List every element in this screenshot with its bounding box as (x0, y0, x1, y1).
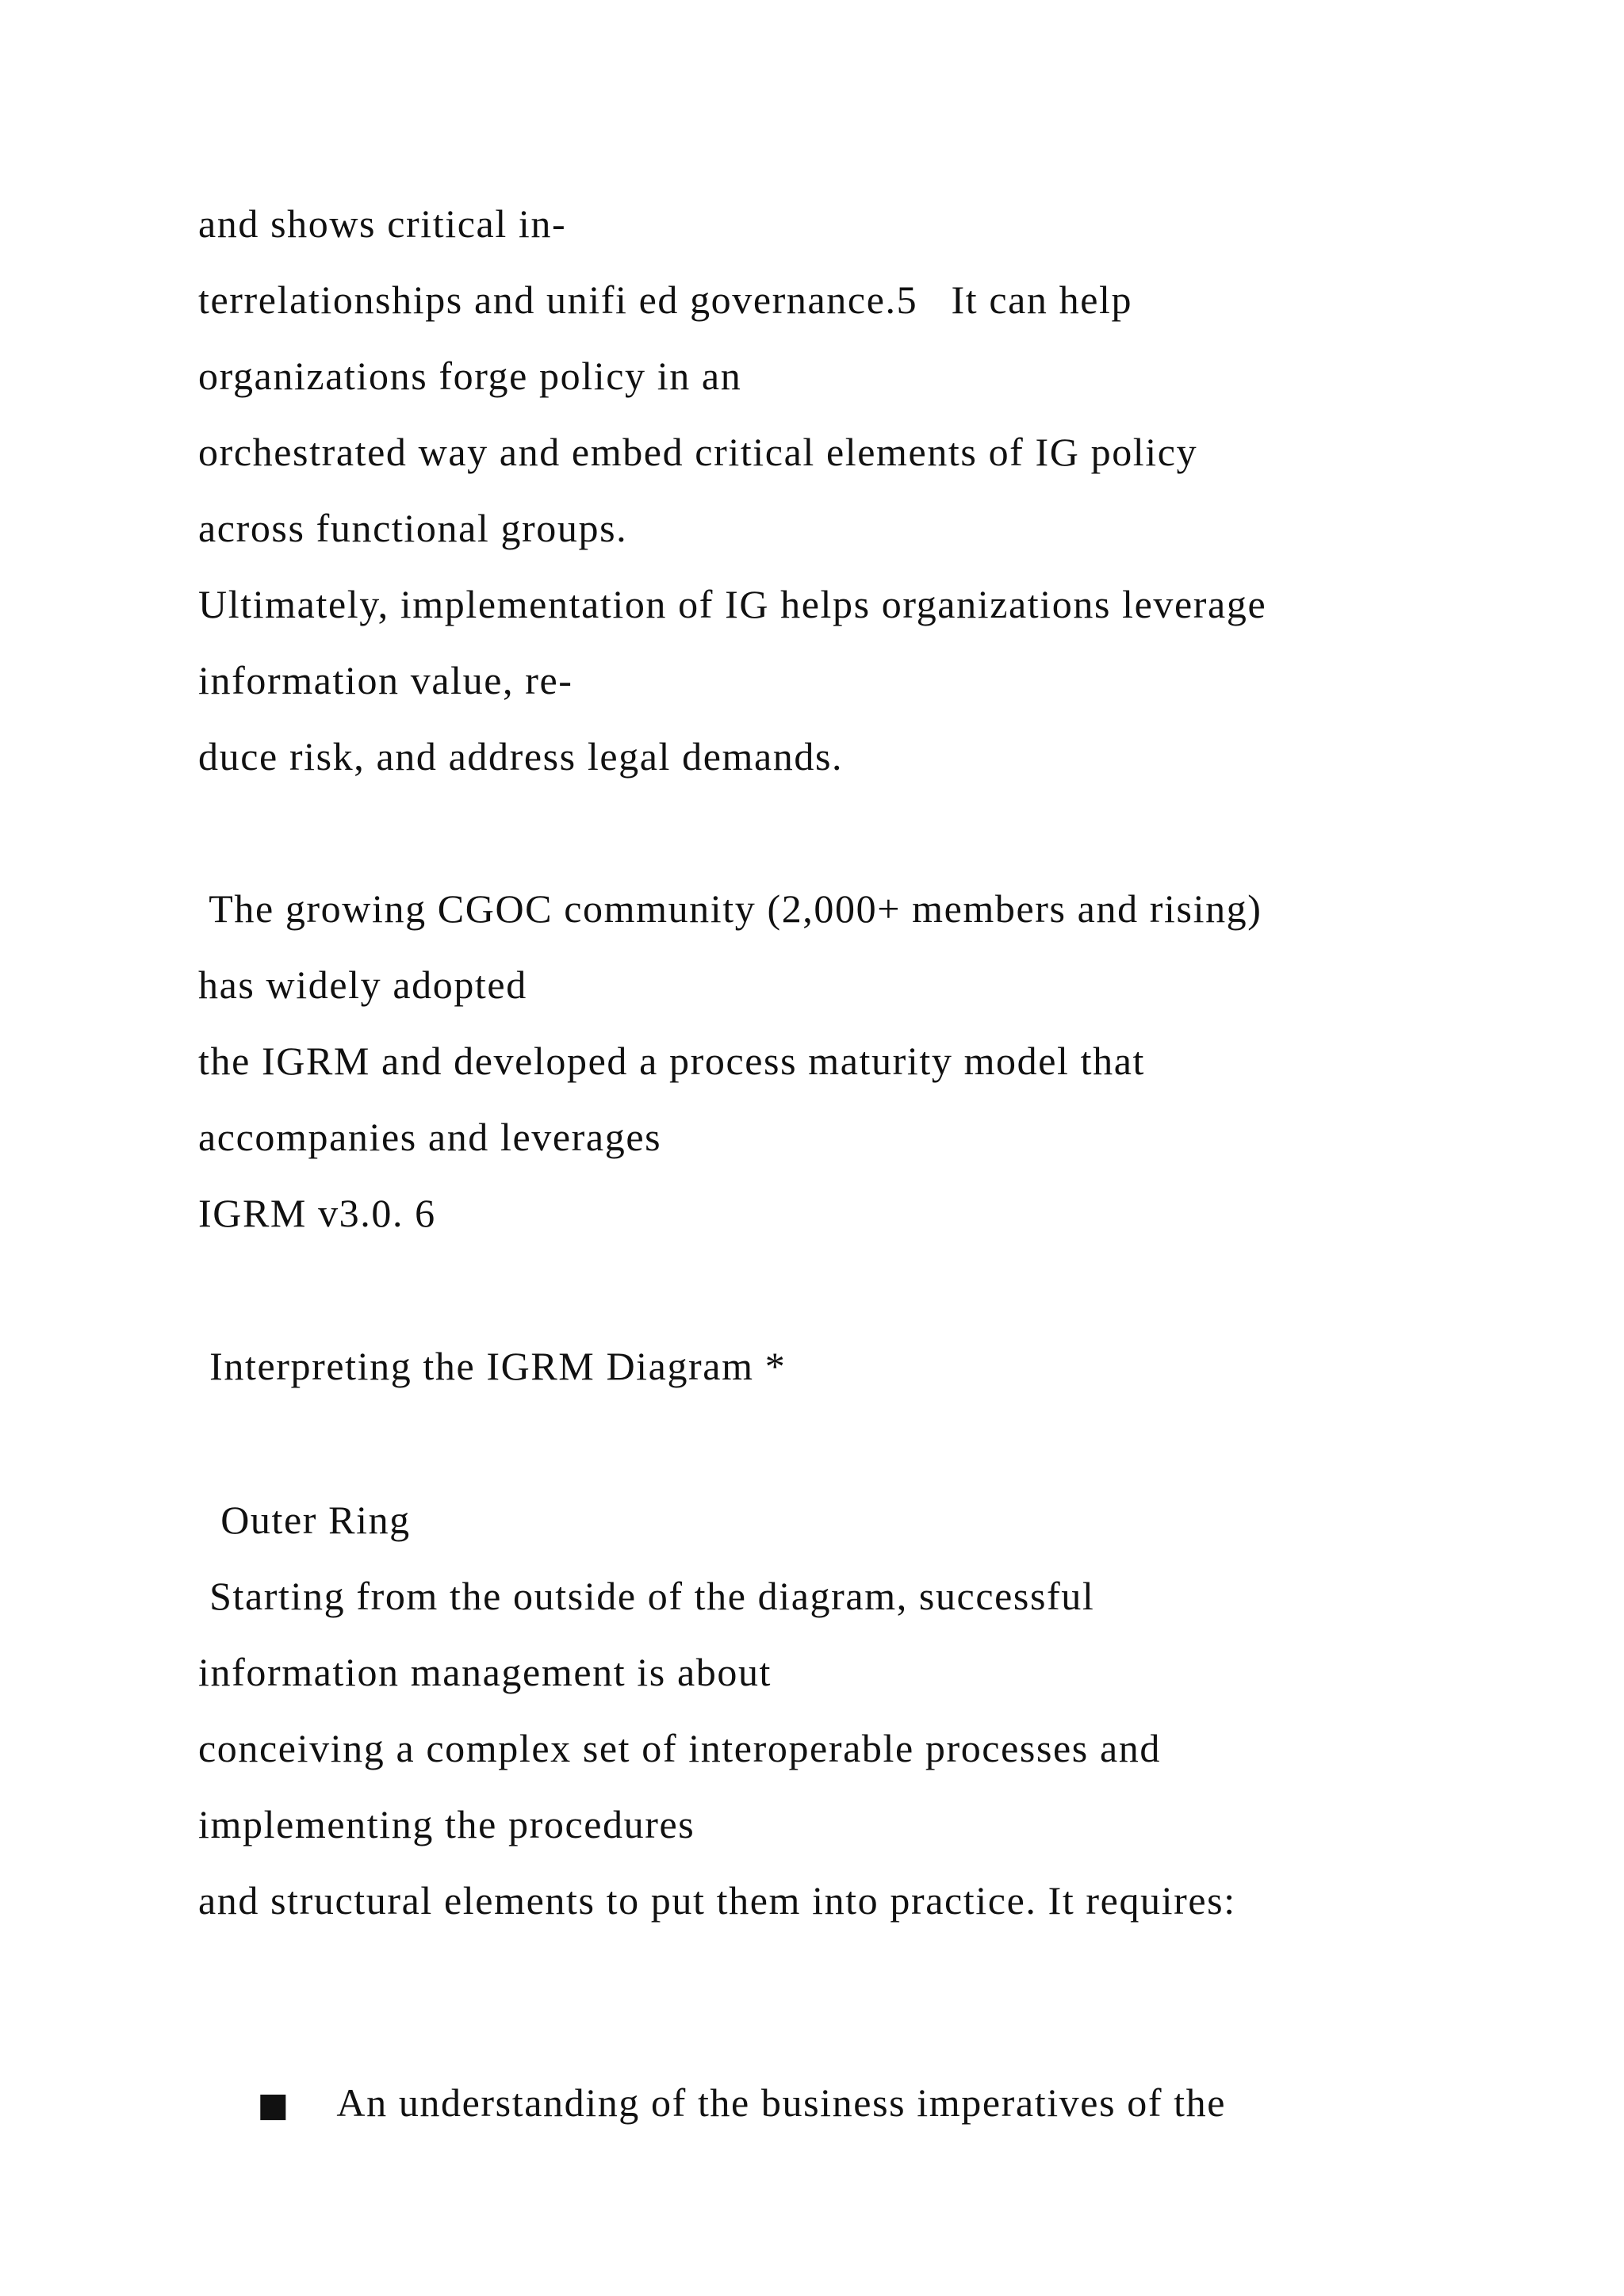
bullet-text: An understanding of the business imperatives of the (336, 2080, 1227, 2125)
paragraph-1-line-1: and shows critical in- (198, 201, 567, 246)
paragraph-1-line-5: across functional groups. (198, 506, 628, 550)
section-heading: Interpreting the IGRM Diagram * (198, 1344, 787, 1388)
paragraph-1-line-8: duce risk, and address legal demands. (198, 734, 844, 779)
paragraph-2-line-1: The growing CGOC community (2,000+ members and rising) (198, 886, 1262, 931)
bullet-item (213, 2031, 1226, 2176)
paragraph-1-line-7: information value, re- (198, 658, 573, 702)
paragraph-2-line-2: has widely adopted (198, 962, 527, 1007)
paragraph-1-line-2: terrelationships and unifi ed governance.5 It can help (198, 277, 1133, 322)
paragraph-3-line-3: conceiving a complex set of interoperable processes and (198, 1726, 1161, 1770)
paragraph-1-line-6: Ultimately, implementation of IG helps organizations leverage (198, 582, 1267, 626)
paragraph-3-line-2: information management is about (198, 1650, 772, 1694)
paragraph-3-line-1: Starting from the outside of the diagram, successful (198, 1574, 1095, 1618)
paragraph-3-line-5: and structural elements to put them into practice. It requires: (198, 1878, 1236, 1923)
paragraph-2-line-4: accompanies and leverages (198, 1115, 662, 1159)
bullet-square-icon: ■ (257, 2085, 290, 2124)
paragraph-1-line-4: orchestrated way and embed critical elements of IG policy (198, 430, 1198, 474)
paragraph-2-line-3: the IGRM and developed a process maturity model that (198, 1039, 1146, 1083)
subheading-outer-ring: Outer Ring (198, 1498, 411, 1542)
paragraph-1-line-3: organizations forge policy in an (198, 354, 742, 398)
paragraph-3-line-4: implementing the procedures (198, 1802, 695, 1846)
paragraph-2-line-5: IGRM v3.0. 6 (198, 1191, 436, 1235)
